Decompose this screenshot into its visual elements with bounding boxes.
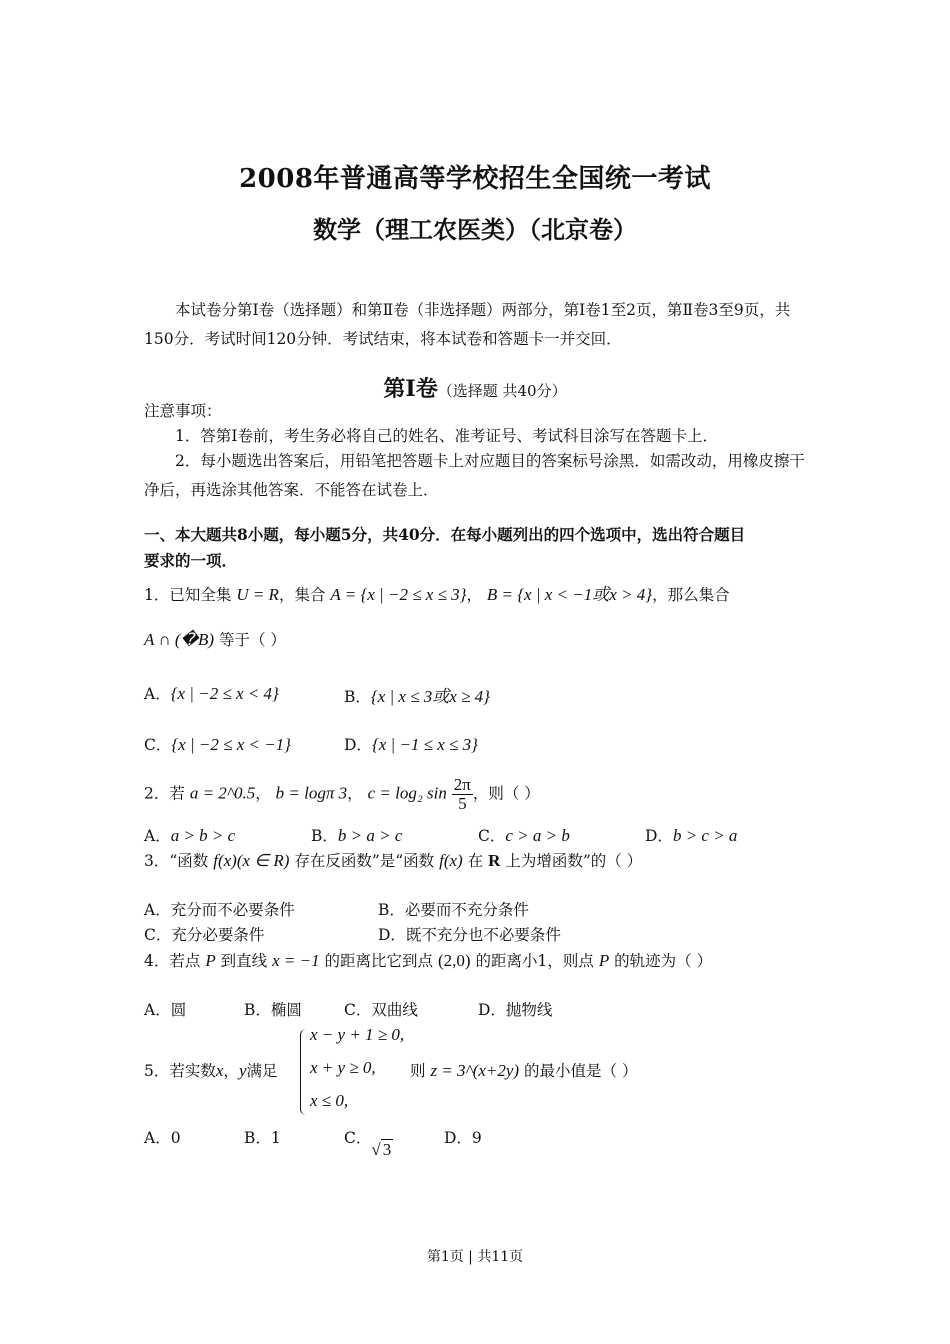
math-point: (2,0) (437, 951, 471, 970)
constraint-2: x + y ≥ 0, (310, 1058, 376, 1077)
q1-option-c: C．{x | −2 ≤ x < −1} (144, 735, 291, 754)
q1-option-b: B．{x | x ≤ 3或x ≥ 4} (344, 687, 490, 706)
q3-option-d: D．既不充分也不必要条件 (378, 926, 561, 944)
math-a-def: a = 2^0.5 (189, 783, 256, 803)
math-objective: z = 3^(x+2y) (430, 1061, 520, 1080)
math-universal-set: U = R (236, 585, 279, 604)
q3-option-a: A．充分而不必要条件 (144, 901, 295, 919)
sqrt-radicand: 3 (382, 1140, 392, 1159)
constraint-3: x ≤ 0, (310, 1091, 349, 1110)
q1-option-a: A．{x | −2 ≤ x < 4} (144, 684, 279, 703)
q2-option-d: D．b > c > a (645, 826, 738, 845)
notice-item-1: 1．答第Ⅰ卷前，考生务必将自己的姓名、准考证号、考试科目涂写在答题卡上． (175, 427, 718, 445)
exam-title: 2008年普通高等学校招生全国统一考试 (239, 164, 711, 194)
math-fraction: $\frac{2\pi}{5}$ (453, 775, 471, 813)
math-set-a: A = {x | −2 ≤ x ≤ 3} (330, 585, 467, 604)
question-4-stem: 4．若点 P 到直线 x = −1 的距离比它到点 (2,0) 的距离小1，则点 P 的轨迹为（ ） (144, 951, 713, 970)
math-c-def: c = log₂ sin (367, 783, 447, 803)
question-3-stem: 3．“函数 f(x)(x ∈ R) 存在反函数”是“函数 f(x) 在 R 上为增函数”的（ ） (144, 851, 643, 870)
math-b-def: b = logπ 3 (275, 783, 348, 803)
q5-option-b: B．1 (244, 1129, 281, 1147)
q3-option-b: B．必要而不充分条件 (378, 901, 529, 919)
question-2-stem: 2．若 a = 2^0.5， b = logπ 3， c = log₂ sin $\frac{2\pi}{5}$ ，则（ ） (144, 775, 540, 813)
q4-option-a: A．圆 (144, 1001, 187, 1019)
question-5-objective: 则 z = 3^(x+2y) 的最小值是（ ） (410, 1061, 638, 1080)
math-function: f(x) (439, 851, 463, 870)
q3-option-c: C．充分必要条件 (144, 926, 265, 944)
math-intersection: A ∩ (�B) (144, 630, 214, 649)
q4-option-b: B．椭圆 (244, 1001, 302, 1019)
math-point-p: P (205, 951, 216, 970)
page-footer: 第1页 | 共11页 (426, 1249, 524, 1265)
section1-instruction-line1: 一、本大题共8小题，每小题5分，共40分．在每小题列出的四个选项中，选出符合题目 (144, 525, 746, 544)
math-reals: R (488, 851, 501, 870)
q4-option-c: C．双曲线 (344, 1001, 418, 1019)
question-1-stem-cont: A ∩ (�B) 等于（ ） (144, 630, 286, 649)
part1-note: （选择题 共40分） (437, 382, 567, 400)
constraint-1: x − y + 1 ≥ 0, (310, 1025, 405, 1044)
math-point-p: P (598, 951, 610, 970)
q4-option-d: D．抛物线 (478, 1001, 553, 1019)
exam-subtitle: 数学（理工农医类）（北京卷） (313, 215, 637, 244)
intro-paragraph: 本试卷分第Ⅰ卷（选择题）和第Ⅱ卷（非选择题）两部分，第Ⅰ卷1至2页，第Ⅱ卷3至9页，共150分．考试时间120分钟．考试结束，将本试卷和答题卡一并交回． (144, 301, 791, 348)
math-function-domain: f(x)(x ∈ R) (213, 851, 290, 870)
system-brace (300, 1029, 309, 1115)
notice-item-2: 2．每小题选出答案后，用铅笔把答题卡上对应题目的答案标号涂黑．如需改动，用橡皮擦干净后，再选涂其他答案．不能答在试卷上． (144, 452, 805, 499)
q2-option-c: C．c > a > b (478, 826, 570, 845)
question-1-stem: 1．已知全集 U = R，集合 A = {x | −2 ≤ x ≤ 3}， B = {x | x < −1或x > 4}，那么集合 (144, 585, 730, 604)
notice-label: 注意事项： (144, 402, 222, 420)
q5-option-a: A．0 (144, 1129, 181, 1147)
q2-option-b: B．b > a > c (311, 826, 403, 845)
q2-option-a: A．a > b > c (144, 826, 236, 845)
q5-option-c: C．√ 3 (344, 1129, 392, 1159)
q5-option-d: D．9 (444, 1129, 482, 1147)
section1-instruction-line2: 要求的一项． (144, 551, 238, 570)
question-5-stem: 5．若实数x，y满足 (144, 1061, 278, 1080)
math-line: x = −1 (272, 951, 320, 970)
part1-title: 第Ⅰ卷 (383, 376, 438, 402)
q1-option-d: D．{x | −1 ≤ x ≤ 3} (344, 735, 478, 754)
math-set-b: B = {x | x < −1或x > 4} (486, 585, 653, 604)
